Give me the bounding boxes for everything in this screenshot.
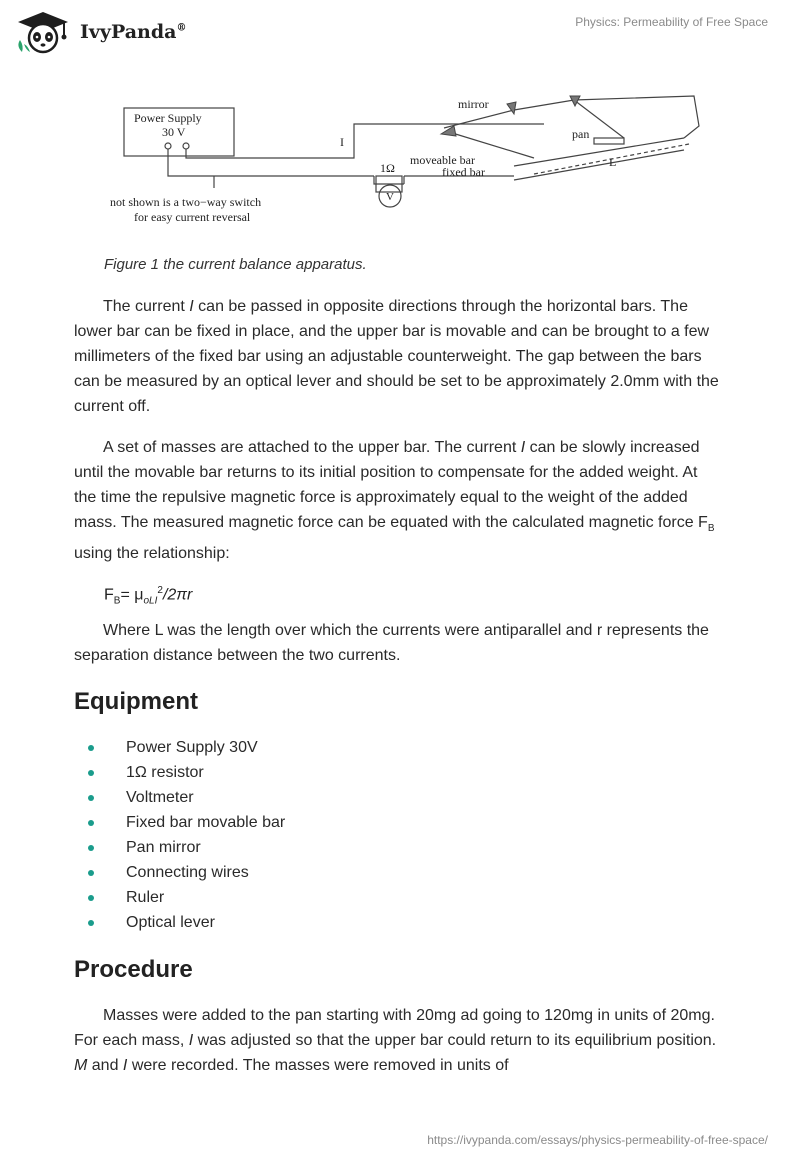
ivypanda-logo[interactable] xyxy=(14,10,186,54)
bullet-icon xyxy=(88,820,94,826)
source-url-link[interactable]: https://ivypanda.com/essays/physics-permeability-of-free-space/ xyxy=(427,1133,768,1147)
power-supply-voltage: 30 V xyxy=(162,125,186,139)
running-title: Physics: Permeability of Free Space xyxy=(575,15,768,29)
resistor-label: 1Ω xyxy=(380,161,395,175)
pan-label: pan xyxy=(572,127,590,141)
bullet-icon xyxy=(88,795,94,801)
length-label: L xyxy=(609,155,617,169)
brand-name: IvyPanda® xyxy=(80,21,187,43)
paragraph-length: Where L was the length over which the currents were antiparallel and r represents the separation distance between the two currents. xyxy=(74,622,709,664)
panda-icon xyxy=(14,10,72,54)
mirror-label: mirror xyxy=(458,97,489,111)
page-header xyxy=(0,0,800,60)
bullet-icon xyxy=(88,920,94,926)
moveable-bar-label: moveable bar xyxy=(410,153,475,167)
paragraph-current: The current I can be passed in opposite directions through the horizontal bars. The lower bar can be fixed in place, and the upper bar is movable and can be brought to a few millimeters of the fixed bar using an adjustable counterweight. The gap between the bars can be measured by an optical lever and should be set to be approximately 2.0mm with the current off. xyxy=(74,298,719,415)
fixed-bar-label: fixed bar xyxy=(442,165,485,179)
procedure-heading: Procedure xyxy=(74,956,193,983)
voltmeter-label: V xyxy=(386,191,394,203)
equipment-heading: Equipment xyxy=(74,688,198,715)
bullet-icon xyxy=(88,895,94,901)
current-balance-figure xyxy=(104,88,724,238)
bullet-icon xyxy=(88,745,94,751)
bullet-icon xyxy=(88,770,94,776)
bullet-icon xyxy=(88,870,94,876)
paragraph-masses: A set of masses are attached to the upper bar. The current I can be slowly increased until the movable bar returns to its initial position to compensate for the added weight. At the time the repulsive magnetic force is approximately equal to the weight of the added mass. The measured magnetic force can be equated with the calculated magnetic force $F_B$ using the relationship: xyxy=(74,439,715,563)
bullet-icon xyxy=(88,845,94,851)
power-supply-label: Power Supply xyxy=(134,111,202,125)
note-line-2: for easy current reversal xyxy=(134,210,251,224)
figure-caption: Figure 1 the current balance apparatus. xyxy=(104,256,367,273)
current-label: I xyxy=(340,135,344,149)
force-formula: $F_B= \mu_{oLI}^2/2\pi r$ xyxy=(104,585,193,607)
top-wire xyxy=(186,124,544,158)
note-line-1: not shown is a two−way switch xyxy=(110,195,262,209)
paragraph-procedure: Masses were added to the pan starting with 20mg ad going to 120mg in units of 20mg. For each mass, I was adjusted so that the upper bar could return to its equilibrium position. M and I were recorded. The masses were removed in units of xyxy=(74,1007,717,1074)
